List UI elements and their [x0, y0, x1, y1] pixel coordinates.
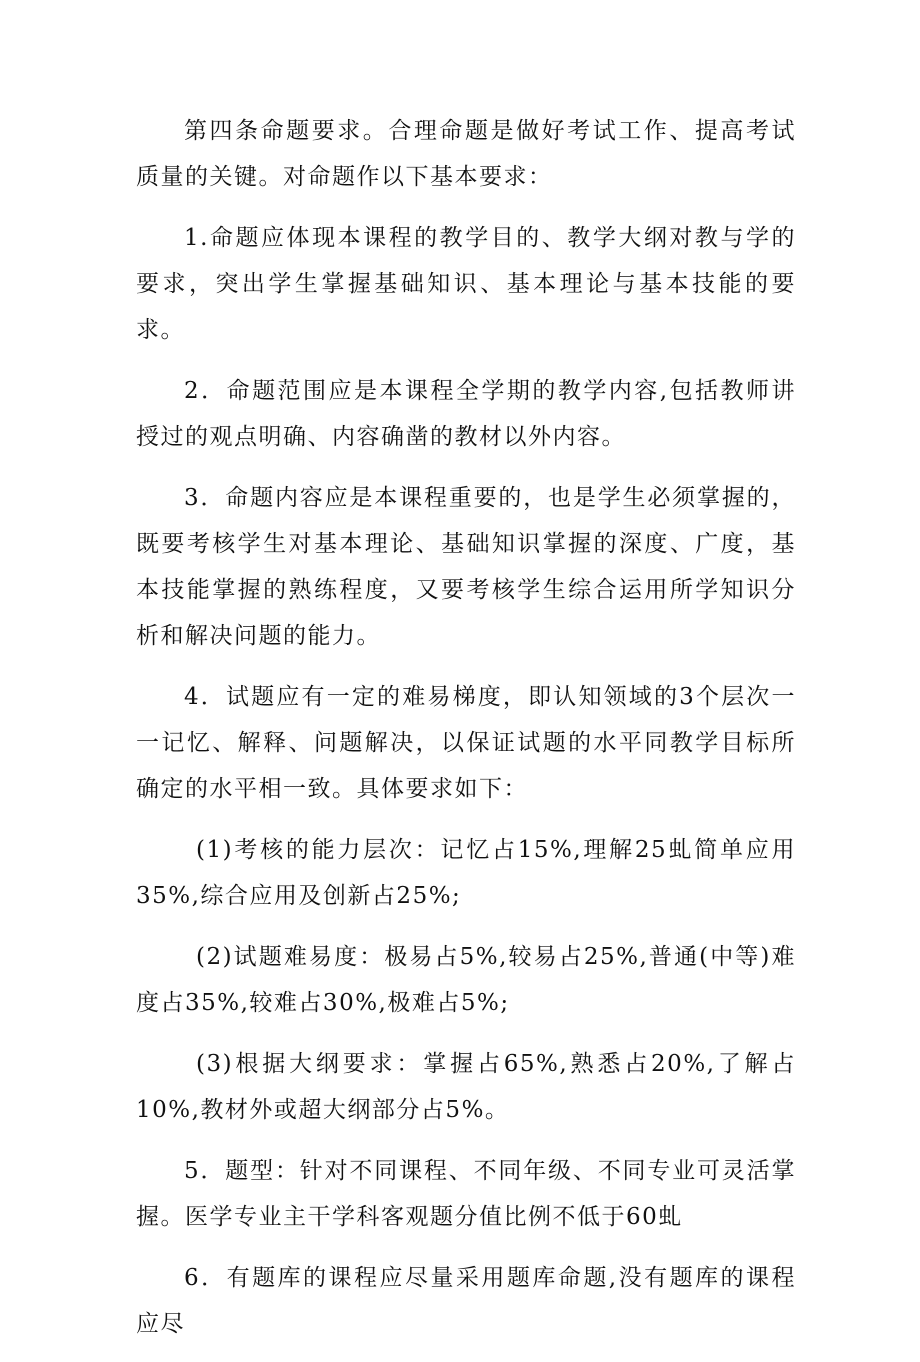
paragraph-intro: 第四条命题要求。合理命题是做好考试工作、提高考试质量的关键。对命题作以下基本要求： [136, 118, 796, 190]
paragraph-item-4-sub-3: (3)根据大纲要求：掌握占65%,熟悉占20%,了解占10%,教材外或超大纲部分占5%。 [136, 1051, 796, 1123]
document-body [136, 108, 796, 1362]
paragraph-item-3: 3．命题内容应是本课程重要的，也是学生必须掌握的，既要考核学生对基本理论、基础知识掌握的深度、广度，基本技能掌握的熟练程度，又要考核学生综合运用所学知识分析和解决问题的能力。 [136, 485, 796, 649]
paragraph-item-6: 6．有题库的课程应尽量采用题库命题,没有题库的课程应尽 [136, 1265, 796, 1337]
paragraph-item-4-sub-2: (2)试题难易度：极易占5%,较易占25%,普通(中等)难度占35%,较难占30%,极难占5%; [136, 944, 796, 1016]
paragraph-item-2: 2．命题范围应是本课程全学期的教学内容,包括教师讲授过的观点明确、内容确凿的教材以外内容。 [136, 378, 796, 450]
paragraph-item-5: 5．题型：针对不同课程、不同年级、不同专业可灵活掌握。医学专业主干学科客观题分值比例不低于60虬 [136, 1158, 796, 1230]
paragraph-item-4-sub-1: (1)考核的能力层次：记忆占15%,理解25虬简单应用35%,综合应用及创新占25%; [136, 837, 796, 909]
paragraph-item-4: 4．试题应有一定的难易梯度，即认知领域的3个层次一一记忆、解释、问题解决，以保证试题的水平同教学目标所确定的水平相一致。具体要求如下： [136, 684, 796, 802]
paragraph-item-1: 1.命题应体现本课程的教学目的、教学大纲对教与学的要求，突出学生掌握基础知识、基本理论与基本技能的要求。 [136, 225, 796, 343]
